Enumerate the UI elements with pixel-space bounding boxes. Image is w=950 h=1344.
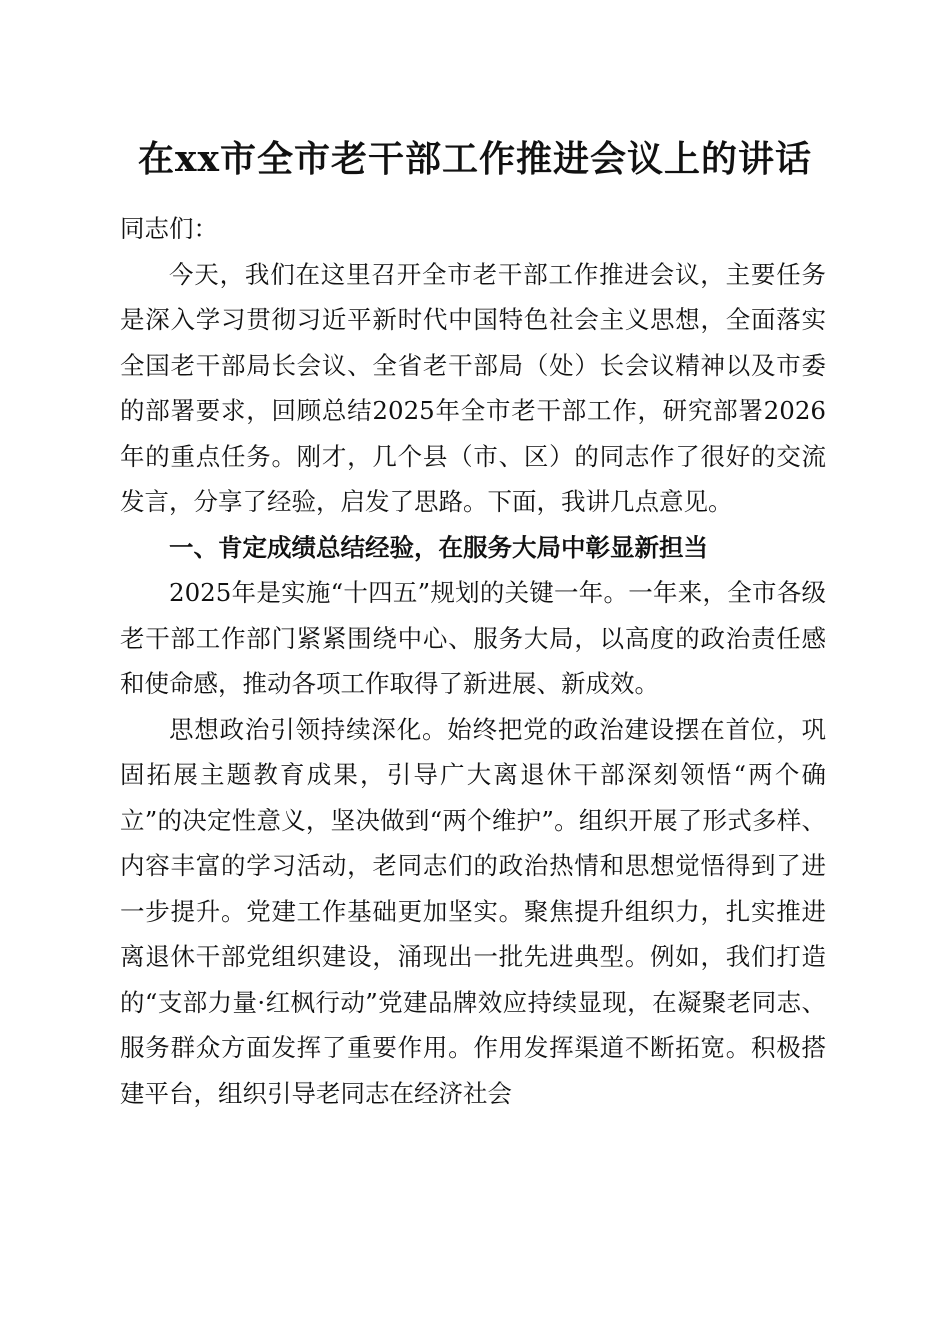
- paragraph-political-guidance: 思想政治引领持续深化。始终把党的政治建设摆在首位，巩固拓展主题教育成果，引导广大离退休干部深刻领悟“两个确立”的决定性意义，坚决做到“两个维护”。组织开展了形式多样、内容丰富的学习活动，老同志们的政治热情和思想觉悟得到了进一步提升。党建工作基础更加坚实。聚焦提升组织力，扎实推进离退休干部党组织建设，涌现出一批先进典型。例如，我们打造的“支部力量·红枫行动”党建品牌效应持续显现，在凝聚老同志、服务群众方面发挥了重要作用。作用发挥渠道不断拓宽。积极搭建平台，组织引导老同志在经济社会: [120, 714, 826, 1108]
- document-body: [120, 206, 826, 1116]
- section-heading-1: 一、肯定成绩总结经验，在服务大局中彰显新担当: [169, 532, 708, 562]
- document-title: 在xx市全市老干部工作推进会议上的讲话: [138, 138, 812, 180]
- paragraph-2025-summary: 2025年是实施“十四五”规划的关键一年。一年来，全市各级老干部工作部门紧紧围绕中心、服务大局，以高度的政治责任感和使命感，推动各项工作取得了新进展、新成效。: [120, 578, 826, 698]
- paragraph-intro: 今天，我们在这里召开全市老干部工作推进会议，主要任务是深入学习贯彻习近平新时代中国特色社会主义思想，全面落实全国老干部局长会议、全省老干部局（处）长会议精神以及市委的部署要求，回顾总结2025年全市老干部工作，研究部署2026年的重点任务。刚才，几个县（市、区）的同志作了很好的交流发言，分享了经验，启发了思路。下面，我讲几点意见。: [120, 259, 826, 516]
- greeting: 同志们：: [120, 214, 218, 243]
